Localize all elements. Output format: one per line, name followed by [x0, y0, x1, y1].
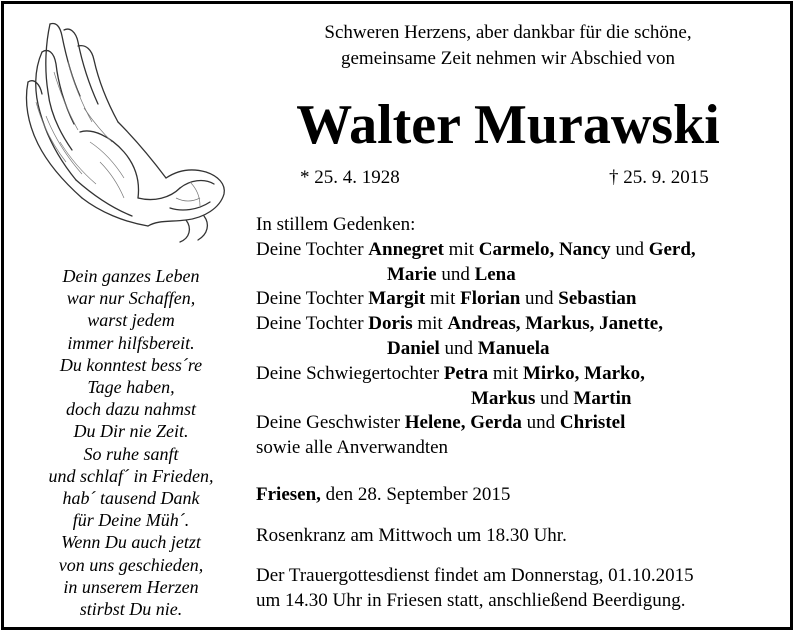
poem-line: immer hilfsbereit.: [67, 332, 195, 353]
poem-line: hab´ tausend Dank: [62, 488, 200, 509]
deceased-name: Walter Murawski: [296, 94, 720, 156]
service-line: um 14.30 Uhr in Friesen statt, anschließend Beerdigung.: [256, 589, 686, 611]
poem-line: Tage haben,: [87, 377, 175, 398]
family-line: [256, 287, 696, 312]
mourner-name: Florian: [460, 288, 521, 310]
relation: Deine Tochter: [256, 238, 369, 260]
connector: mit: [488, 362, 523, 384]
mourner-name: Andreas, Markus, Janette,: [447, 313, 663, 335]
connector: und: [610, 238, 649, 260]
poem-line: warst jedem: [87, 310, 175, 331]
family-line: [256, 312, 696, 337]
poem-line: stirbst Du nie.: [79, 599, 183, 620]
connector: und: [439, 337, 478, 359]
family-line: [256, 238, 696, 263]
family-line: [256, 263, 696, 288]
funeral-service-info: [256, 564, 694, 613]
connector: mit: [412, 313, 448, 335]
mourner-name: Margit: [368, 288, 426, 310]
poem-line: Du konntest bess´re: [59, 354, 203, 375]
mourner-name: Lena: [474, 263, 516, 285]
mourner-name: Sebastian: [558, 288, 637, 310]
connector: mit: [443, 238, 479, 260]
mourner-name: Carmelo, Nancy: [478, 238, 611, 260]
connector: und: [535, 387, 574, 409]
service-line: Der Trauergottesdienst findet am Donnerstag, 01.10.2015: [256, 565, 694, 586]
birth-date: * 25. 4. 1928: [300, 167, 400, 188]
death-date: † 25. 9. 2015: [609, 167, 709, 188]
poem-line: Wenn Du auch jetzt: [61, 532, 201, 553]
intro-text: [258, 20, 758, 72]
mourner-name: Martin: [573, 387, 632, 409]
intro-line: gemeinsame Zeit nehmen wir Abschied von: [341, 48, 675, 69]
connector: und: [436, 263, 475, 285]
mourner-name: Gerd,: [648, 238, 696, 260]
connector: und: [521, 412, 560, 434]
relation: Deine Geschwister: [256, 412, 405, 434]
mourner-name: Petra: [443, 362, 489, 384]
connector: und: [520, 288, 559, 310]
poem-line: von uns geschieden,: [58, 554, 204, 575]
mourner-name: Manuela: [477, 337, 550, 359]
relation: Deine Schwiegertochter: [256, 362, 444, 384]
intro-line: Schweren Herzens, aber dankbar für die schöne,: [324, 22, 692, 43]
family-line: [256, 411, 696, 436]
relation: Deine Tochter: [256, 313, 369, 335]
relation: Deine Tochter: [256, 288, 369, 310]
connector: mit: [425, 288, 461, 310]
mourner-name: Annegret: [368, 238, 444, 260]
rosary-info: Rosenkranz am Mittwoch um 18.30 Uhr.: [256, 525, 567, 546]
mourner-name: Marie: [387, 263, 437, 285]
poem-line: in unserem Herzen: [63, 576, 199, 597]
poem-line: So ruhe sanft: [83, 443, 179, 464]
poem-line: war nur Schaffen,: [66, 288, 196, 309]
poem-line: doch dazu nahmst: [66, 399, 196, 420]
family-heading: In stillem Gedenken:: [256, 214, 416, 235]
poem-line: und schlaf´ in Frieden,: [48, 465, 214, 486]
place-and-date: [256, 482, 510, 507]
notice-date: den 28. September 2015: [320, 484, 511, 505]
mourner-name: Christel: [559, 412, 626, 434]
mourner-name: Doris: [368, 313, 413, 335]
mourner-name: Daniel: [387, 337, 440, 359]
family-line: [256, 337, 696, 362]
family-line: [256, 362, 696, 387]
poem-line: für Deine Müh´.: [72, 510, 190, 531]
family-line: [256, 387, 696, 412]
poem-line: Du Dir nie Zeit.: [73, 421, 189, 442]
place-name: Friesen,: [256, 484, 321, 505]
mourner-name: Mirko, Marko,: [522, 362, 645, 384]
mourner-name: Markus: [471, 387, 536, 409]
poem-line: Dein ganzes Leben: [62, 266, 200, 286]
relatives-line: sowie alle Anverwandten: [256, 437, 449, 459]
family-list: [256, 213, 696, 461]
memorial-poem: [20, 265, 242, 620]
mourner-name: Helene, Gerda: [404, 412, 522, 434]
praying-hands-icon: [20, 12, 235, 247]
